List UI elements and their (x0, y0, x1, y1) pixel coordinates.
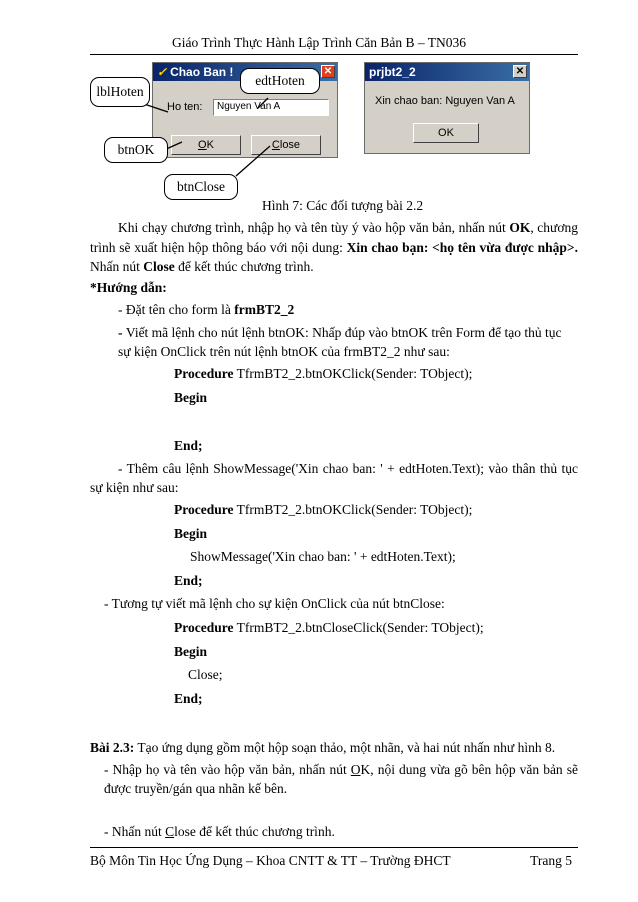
code1-begin: Begin (174, 390, 208, 405)
paragraph-intro (90, 218, 578, 277)
close-rest: lose (279, 139, 301, 151)
text: Nhấn nút (90, 259, 144, 274)
text: lose (174, 824, 196, 839)
exercise-bullet-1 (104, 760, 578, 798)
exercise-bullet-2 (104, 822, 335, 841)
exercise-2-3 (90, 738, 555, 757)
text: K (360, 762, 371, 777)
code3-begin: Begin (174, 644, 208, 659)
keyword: Procedure (174, 620, 234, 635)
close-icon[interactable]: ✕ (321, 65, 335, 78)
callout-edthoten: edtHoten (240, 68, 320, 94)
text: - Đặt tên cho form là (118, 302, 235, 317)
text: để kết thúc chương trình. (195, 824, 335, 839)
dialog-message-title: prjbt2_2 (369, 65, 416, 79)
code-text: TfrmBT2_2.btnOKClick(Sender: TObject); (233, 502, 473, 517)
message-text: Xin chao ban: Nguyen Van A (375, 95, 515, 107)
edthoten-input[interactable]: Nguyen Van A (213, 99, 329, 116)
callout-btnclose: btnClose (164, 174, 238, 200)
ok-rest: K (206, 139, 214, 151)
figure-caption: Hình 7: Các đối tượng bài 2.2 (262, 198, 424, 213)
code3-body: Close; (188, 667, 223, 682)
text: - Nhập họ và tên vào hộp văn bản, nhấn nút (104, 762, 351, 777)
footer-divider (90, 847, 578, 848)
code2-begin: Begin (174, 526, 208, 541)
page-number: Trang 5 (530, 853, 572, 868)
text: Khi chạy chương trình, nhập họ và tên tùy ý vào hộp văn bản, nhấn nút (118, 220, 510, 235)
text-underline: O (350, 762, 361, 777)
exercise-label: Bài 2.3: (90, 740, 135, 755)
code2-body: ShowMessage('Xin chao ban: ' + edtHoten.Text); (190, 549, 456, 564)
callout-btnok: btnOK (104, 137, 168, 163)
text: để kết thúc chương trình. (174, 259, 314, 274)
guide-title: *Hướng dẫn: (90, 280, 167, 295)
code1-procedure (174, 364, 472, 383)
code3-procedure (174, 618, 484, 637)
text: , nội dung vừa gõ bên hộp văn bản sẽ được truyền/gán qua nhãn kế bên. (104, 762, 578, 796)
page-header: Giáo Trình Thực Hành Lập Trình Căn Bản B – TN036 (171, 35, 467, 50)
code2-end: End; (174, 573, 203, 588)
text-bold: OK (509, 220, 531, 235)
callout-lblhoten: lblHoten (90, 77, 150, 107)
text-bold: Close (143, 259, 175, 274)
text: - Nhấn nút (104, 824, 166, 839)
code2-procedure (174, 500, 472, 519)
text-underline: C (165, 824, 175, 839)
code3-end: End; (174, 691, 203, 706)
step-4: - Tương tự viết mã lệnh cho sự kiện OnClick của nút btnClose: (104, 596, 445, 611)
message-ok-button[interactable]: OK (413, 123, 479, 143)
dialog-chao-ban-title: Chao Ban ! (170, 65, 234, 79)
ok-accel: O (198, 139, 207, 151)
keyword: Procedure (174, 502, 234, 517)
keyword: Procedure (174, 366, 234, 381)
close-accel: C (271, 139, 280, 151)
text-bold: Xin chao bạn: <họ tên vừa được nhập>. (346, 239, 578, 255)
text: Tạo ứng dụng gồm một hộp soạn thảo, một nhãn, và hai nút nhấn như hình 8. (134, 740, 556, 755)
step-1 (118, 300, 294, 319)
text-bold: - (118, 325, 126, 340)
text: , chương trình sẽ xuất hiện hộp thông báo với nội dung: (90, 220, 579, 255)
step-3: - Thêm câu lệnh ShowMessage('Xin chao ban: ' + edtHoten.Text); vào thân thủ tục sự kiện như sau: (90, 461, 578, 495)
close-icon[interactable]: ✕ (513, 65, 527, 78)
delphi-app-icon: ✓ (157, 65, 168, 79)
footer-left: Bộ Môn Tin Học Ứng Dụng – Khoa CNTT & TT – Trường ĐHCT (90, 853, 451, 868)
code-text: TfrmBT2_2.btnCloseClick(Sender: TObject); (233, 620, 484, 635)
code1-end: End; (174, 438, 203, 453)
lblhoten-label: Ho ten: (167, 101, 203, 113)
text-bold: frmBT2_2 (234, 302, 295, 317)
step-2 (118, 323, 576, 361)
text: Viết mã lệnh cho nút lệnh btnOK: Nhấp đúp vào btnOK trên Form để tạo thủ tục sự kiện OnClick trên nút lệnh btnOK của frmBT2_2 như sau: (118, 325, 562, 359)
code-text: TfrmBT2_2.btnOKClick(Sender: TObject); (233, 366, 473, 381)
